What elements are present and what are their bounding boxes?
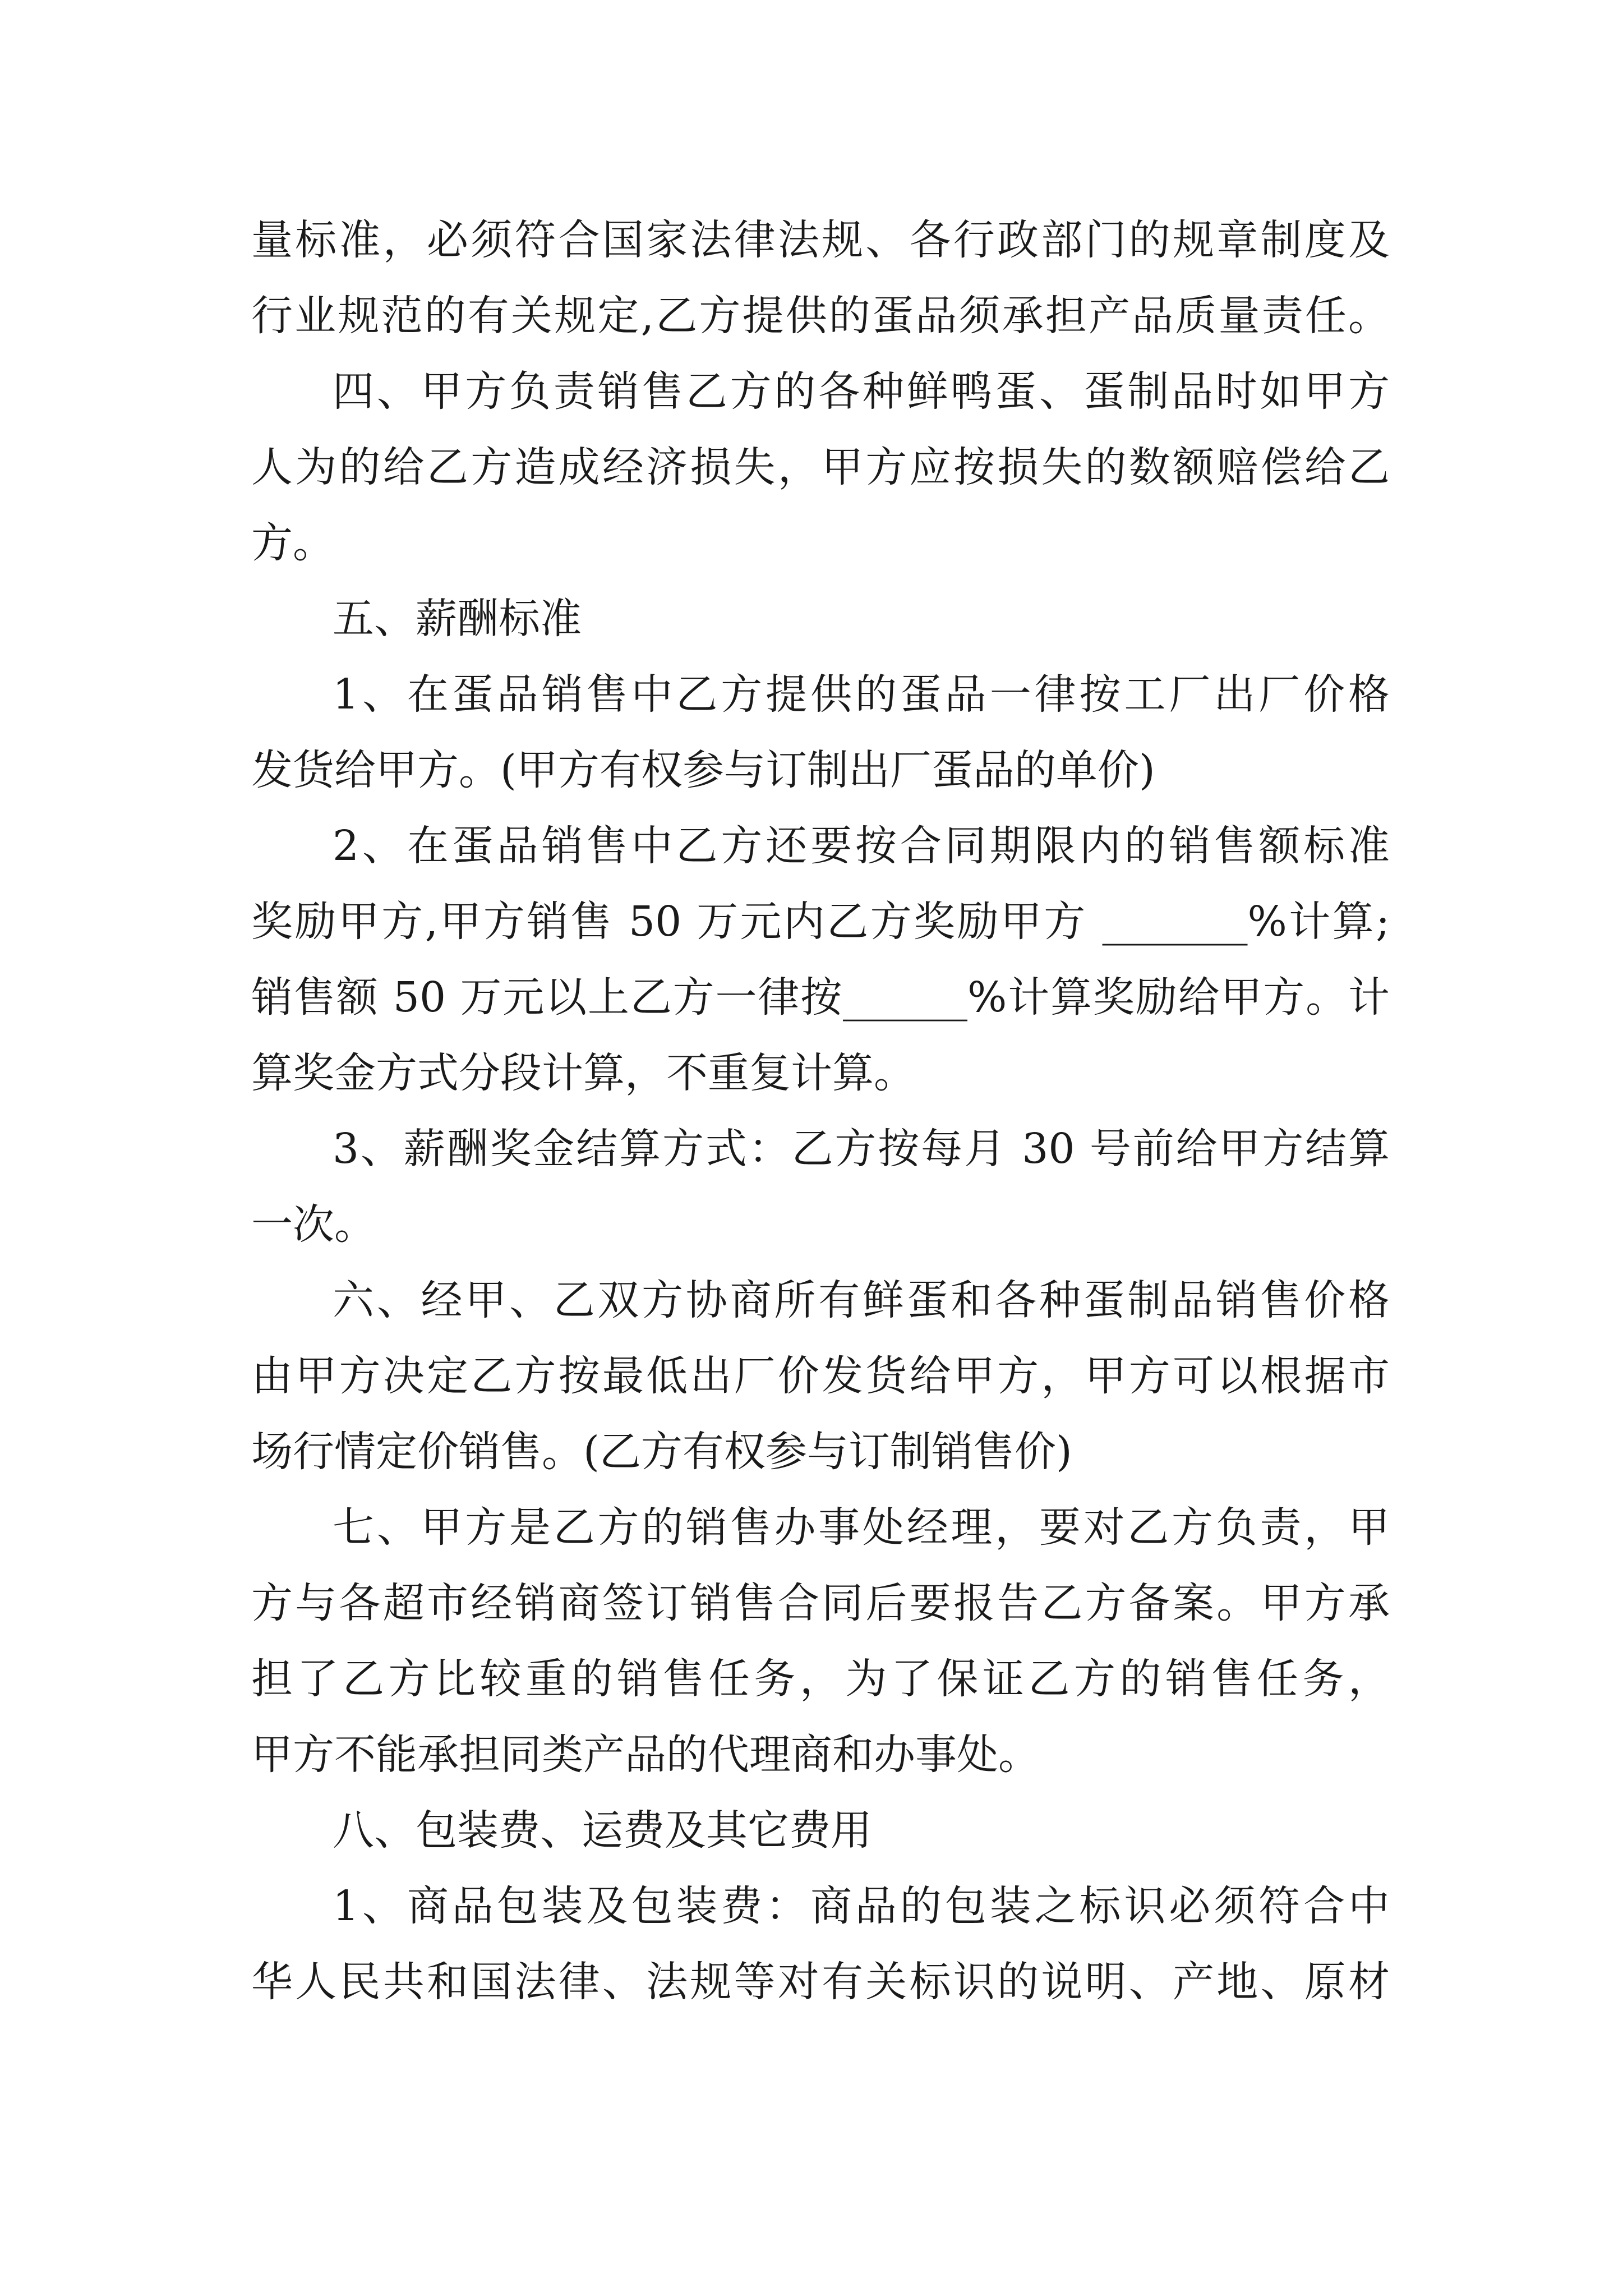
paragraph-line: 量标准，必须符合国家法律法规、各行政部门的规章制度及 [251, 216, 1390, 264]
paragraph-line: 一次。 [251, 1200, 376, 1249]
paragraph-line: 六、经甲、乙双方协商所有鲜蛋和各种蛋制品销售价格 [333, 1276, 1390, 1324]
paragraph-line: 行业规范的有关规定,乙方提供的蛋品须承担产品质量责任。 [251, 292, 1390, 340]
paragraph-line: 2、在蛋品销售中乙方还要按合同期限内的销售额标准 [333, 822, 1390, 870]
paragraph-line: 四、甲方负责销售乙方的各种鲜鸭蛋、蛋制品时如甲方 [333, 367, 1390, 416]
section-heading: 五、薪酬标准 [333, 595, 582, 643]
paragraph-line: 奖励甲方,甲方销售 50 万元内乙方奖励甲方 _______%计算; [251, 898, 1390, 946]
paragraph-line: 七、甲方是乙方的销售办事处经理，要对乙方负责，甲 [333, 1503, 1390, 1552]
paragraph-line: 场行情定价销售。(乙方有权参与订制销售价) [251, 1428, 1072, 1476]
paragraph-line: 甲方不能承担同类产品的代理商和办事处。 [251, 1731, 1040, 1779]
paragraph-line: 由甲方决定乙方按最低出厂价发货给甲方，甲方可以根据市 [251, 1352, 1390, 1400]
paragraph-line: 发货给甲方。(甲方有权参与订制出厂蛋品的单价) [251, 746, 1155, 794]
paragraph-line: 1、商品包装及包装费：商品的包装之标识必须符合中 [333, 1882, 1390, 1930]
paragraph-line: 方与各超市经销商签订销售合同后要报告乙方备案。甲方承 [251, 1579, 1390, 1627]
paragraph-line: 算奖金方式分段计算，不重复计算。 [251, 1049, 915, 1097]
paragraph-line: 3、薪酬奖金结算方式：乙方按每月 30 号前给甲方结算 [333, 1125, 1390, 1173]
paragraph-line: 销售额 50 万元以上乙方一律按______%计算奖励给甲方。计 [251, 973, 1390, 1022]
paragraph-line: 担了乙方比较重的销售任务，为了保证乙方的销售任务， [251, 1655, 1390, 1703]
paragraph-line: 人为的给乙方造成经济损失，甲方应按损失的数额赔偿给乙 [251, 443, 1390, 491]
paragraph-line: 方。 [251, 519, 334, 567]
paragraph-line: 华人民共和国法律、法规等对有关标识的说明、产地、原材 [251, 1958, 1390, 2006]
section-heading: 八、包装费、运费及其它费用 [333, 1806, 872, 1855]
paragraph-line: 1、在蛋品销售中乙方提供的蛋品一律按工厂出厂价格 [333, 670, 1390, 719]
